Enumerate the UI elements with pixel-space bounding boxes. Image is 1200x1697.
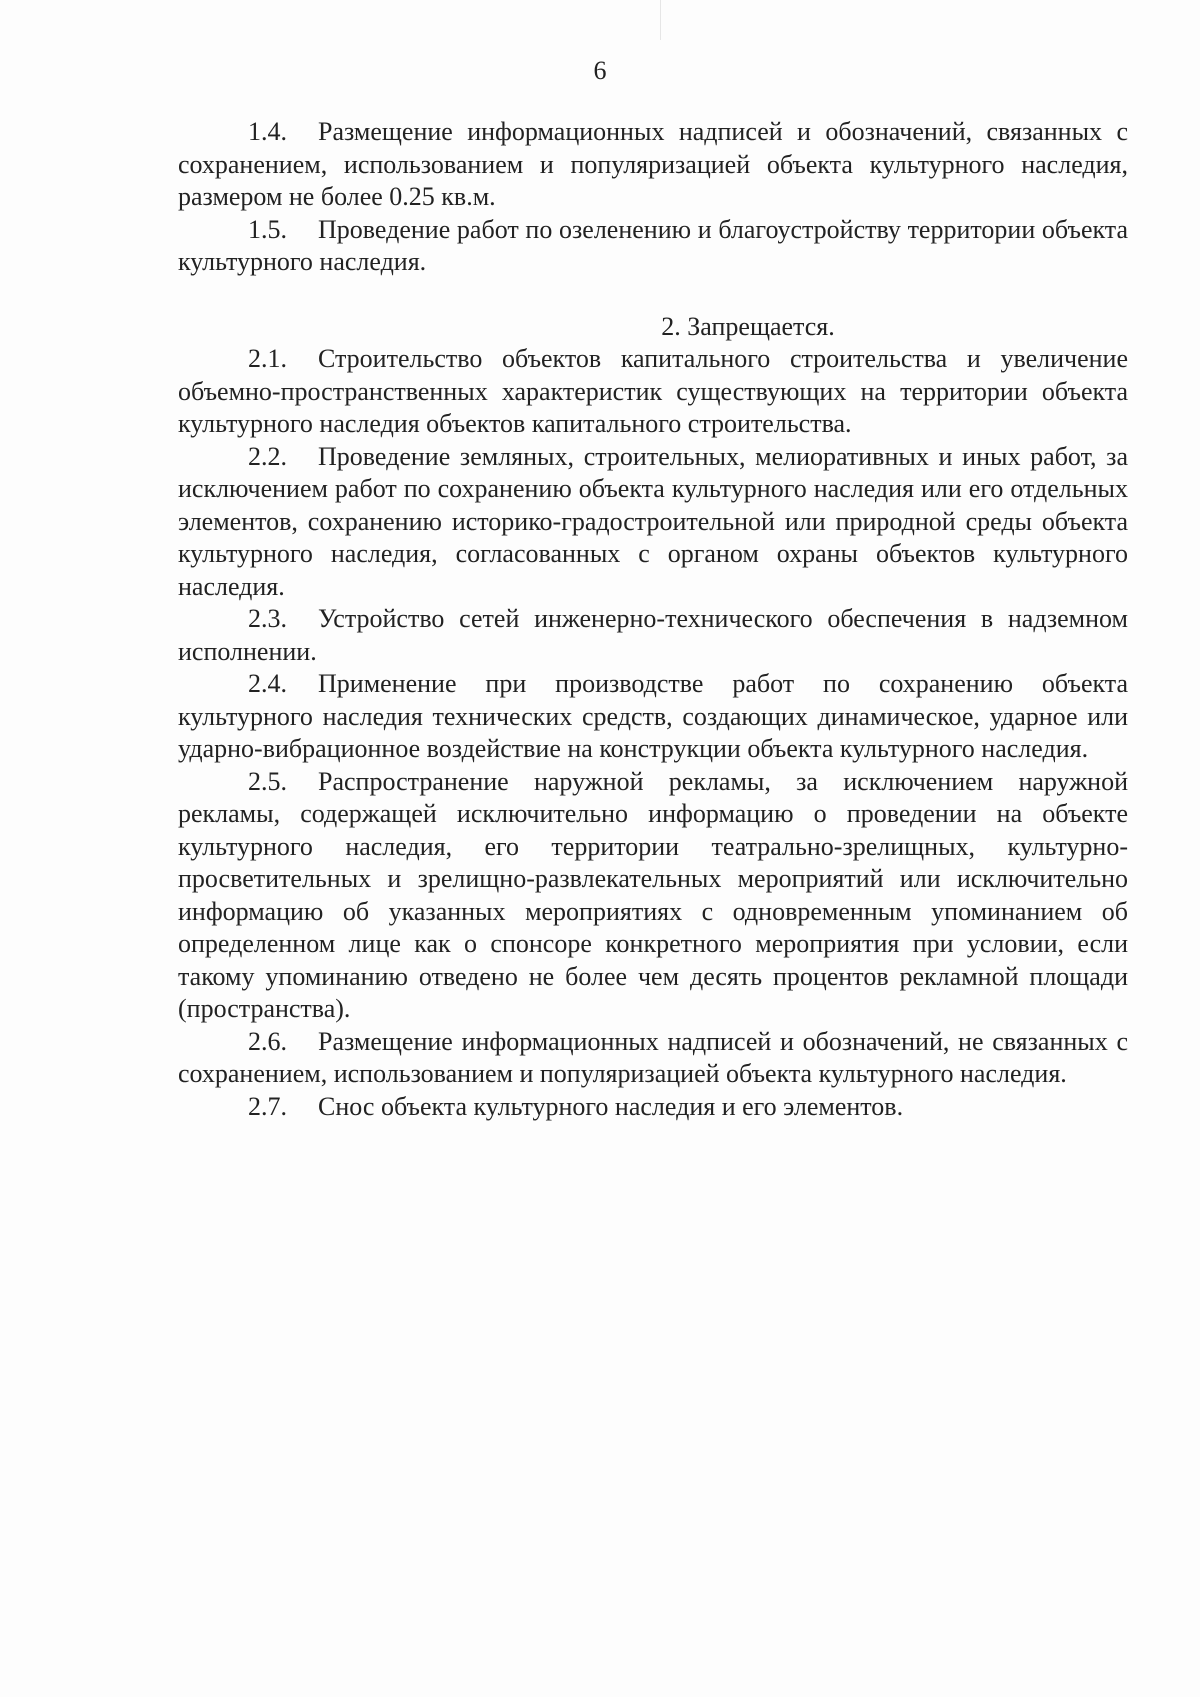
clause-number: 2.4. bbox=[248, 669, 287, 698]
clause-1-4 bbox=[178, 116, 1128, 214]
page-number: 6 bbox=[593, 56, 607, 85]
clause-text: Применение при производстве работ по сохранению объекта культурного наследия технических средств, создающих динамическое, ударное или ударно-вибрационное воздействие на конструкции объекта культурного наследия. bbox=[178, 669, 1128, 763]
clause-2-6 bbox=[178, 1026, 1128, 1091]
clause-number: 2.3. bbox=[248, 604, 287, 633]
clause-2-7 bbox=[178, 1091, 1128, 1124]
clause-2-1 bbox=[178, 343, 1128, 441]
clause-number: 1.4. bbox=[248, 117, 287, 146]
clause-text: Размещение информационных надписей и обозначений, связанных с сохранением, использованием и популяризацией объекта культурного наследия, размером не более 0.25 кв.м. bbox=[178, 117, 1128, 211]
clause-2-4 bbox=[178, 668, 1128, 766]
scan-artifact-line bbox=[660, 0, 661, 40]
clause-number: 2.2. bbox=[248, 441, 287, 471]
clause-number: 2.1. bbox=[248, 344, 287, 373]
clause-text: Распространение наружной рекламы, за исключением наружной рекламы, содержащей исключительно информацию о проведении на объекте культурного наследия, его территории театрально-зрелищных, культурно-просветительных и зрелищно-развлекательных мероприятий или исключительно информацию об указанных мероприятиях с одновременным упоминанием об определенном лице как о спонсоре конкретного мероприятия при условии, если такому упоминанию отведено не более чем десять процентов рекламной площади (пространства). bbox=[178, 766, 1128, 1023]
clause-text: Проведение земляных, строительных, мелиоративных и иных работ, за исключением работ по сохранению объекта культурного наследия или его отдельных элементов, сохранению историко-градостроительной или природной среды объекта культурного наследия, согласованных с органом охраны объектов культурного наследия. bbox=[178, 441, 1128, 601]
clause-2-2 bbox=[178, 441, 1128, 604]
clause-2-5 bbox=[178, 766, 1128, 1026]
clause-text: Снос объекта культурного наследия и его элементов. bbox=[318, 1091, 904, 1121]
clause-1-5 bbox=[178, 214, 1128, 279]
clause-number: 1.5. bbox=[248, 214, 287, 244]
clause-text: Строительство объектов капитального строительства и увеличение объемно-пространственных характеристик существующих на территории объекта культурного наследия объектов капитального строительства. bbox=[178, 344, 1128, 438]
clause-text: Устройство сетей инженерно-технического обеспечения в надземном исполнении. bbox=[178, 604, 1128, 666]
clause-text: Размещение информационных надписей и обозначений, не связанных с сохранением, использованием и популяризацией объекта культурного наследия. bbox=[178, 1026, 1128, 1088]
clause-number: 2.7. bbox=[248, 1091, 287, 1121]
clause-text: Проведение работ по озеленению и благоустройству территории объекта культурного наследия. bbox=[178, 214, 1128, 276]
clause-number: 2.6. bbox=[248, 1026, 287, 1056]
section-title: 2. Запрещается. bbox=[661, 311, 835, 341]
clause-number: 2.5. bbox=[248, 766, 287, 796]
document-body bbox=[178, 116, 1128, 1123]
clause-2-3 bbox=[178, 603, 1128, 668]
